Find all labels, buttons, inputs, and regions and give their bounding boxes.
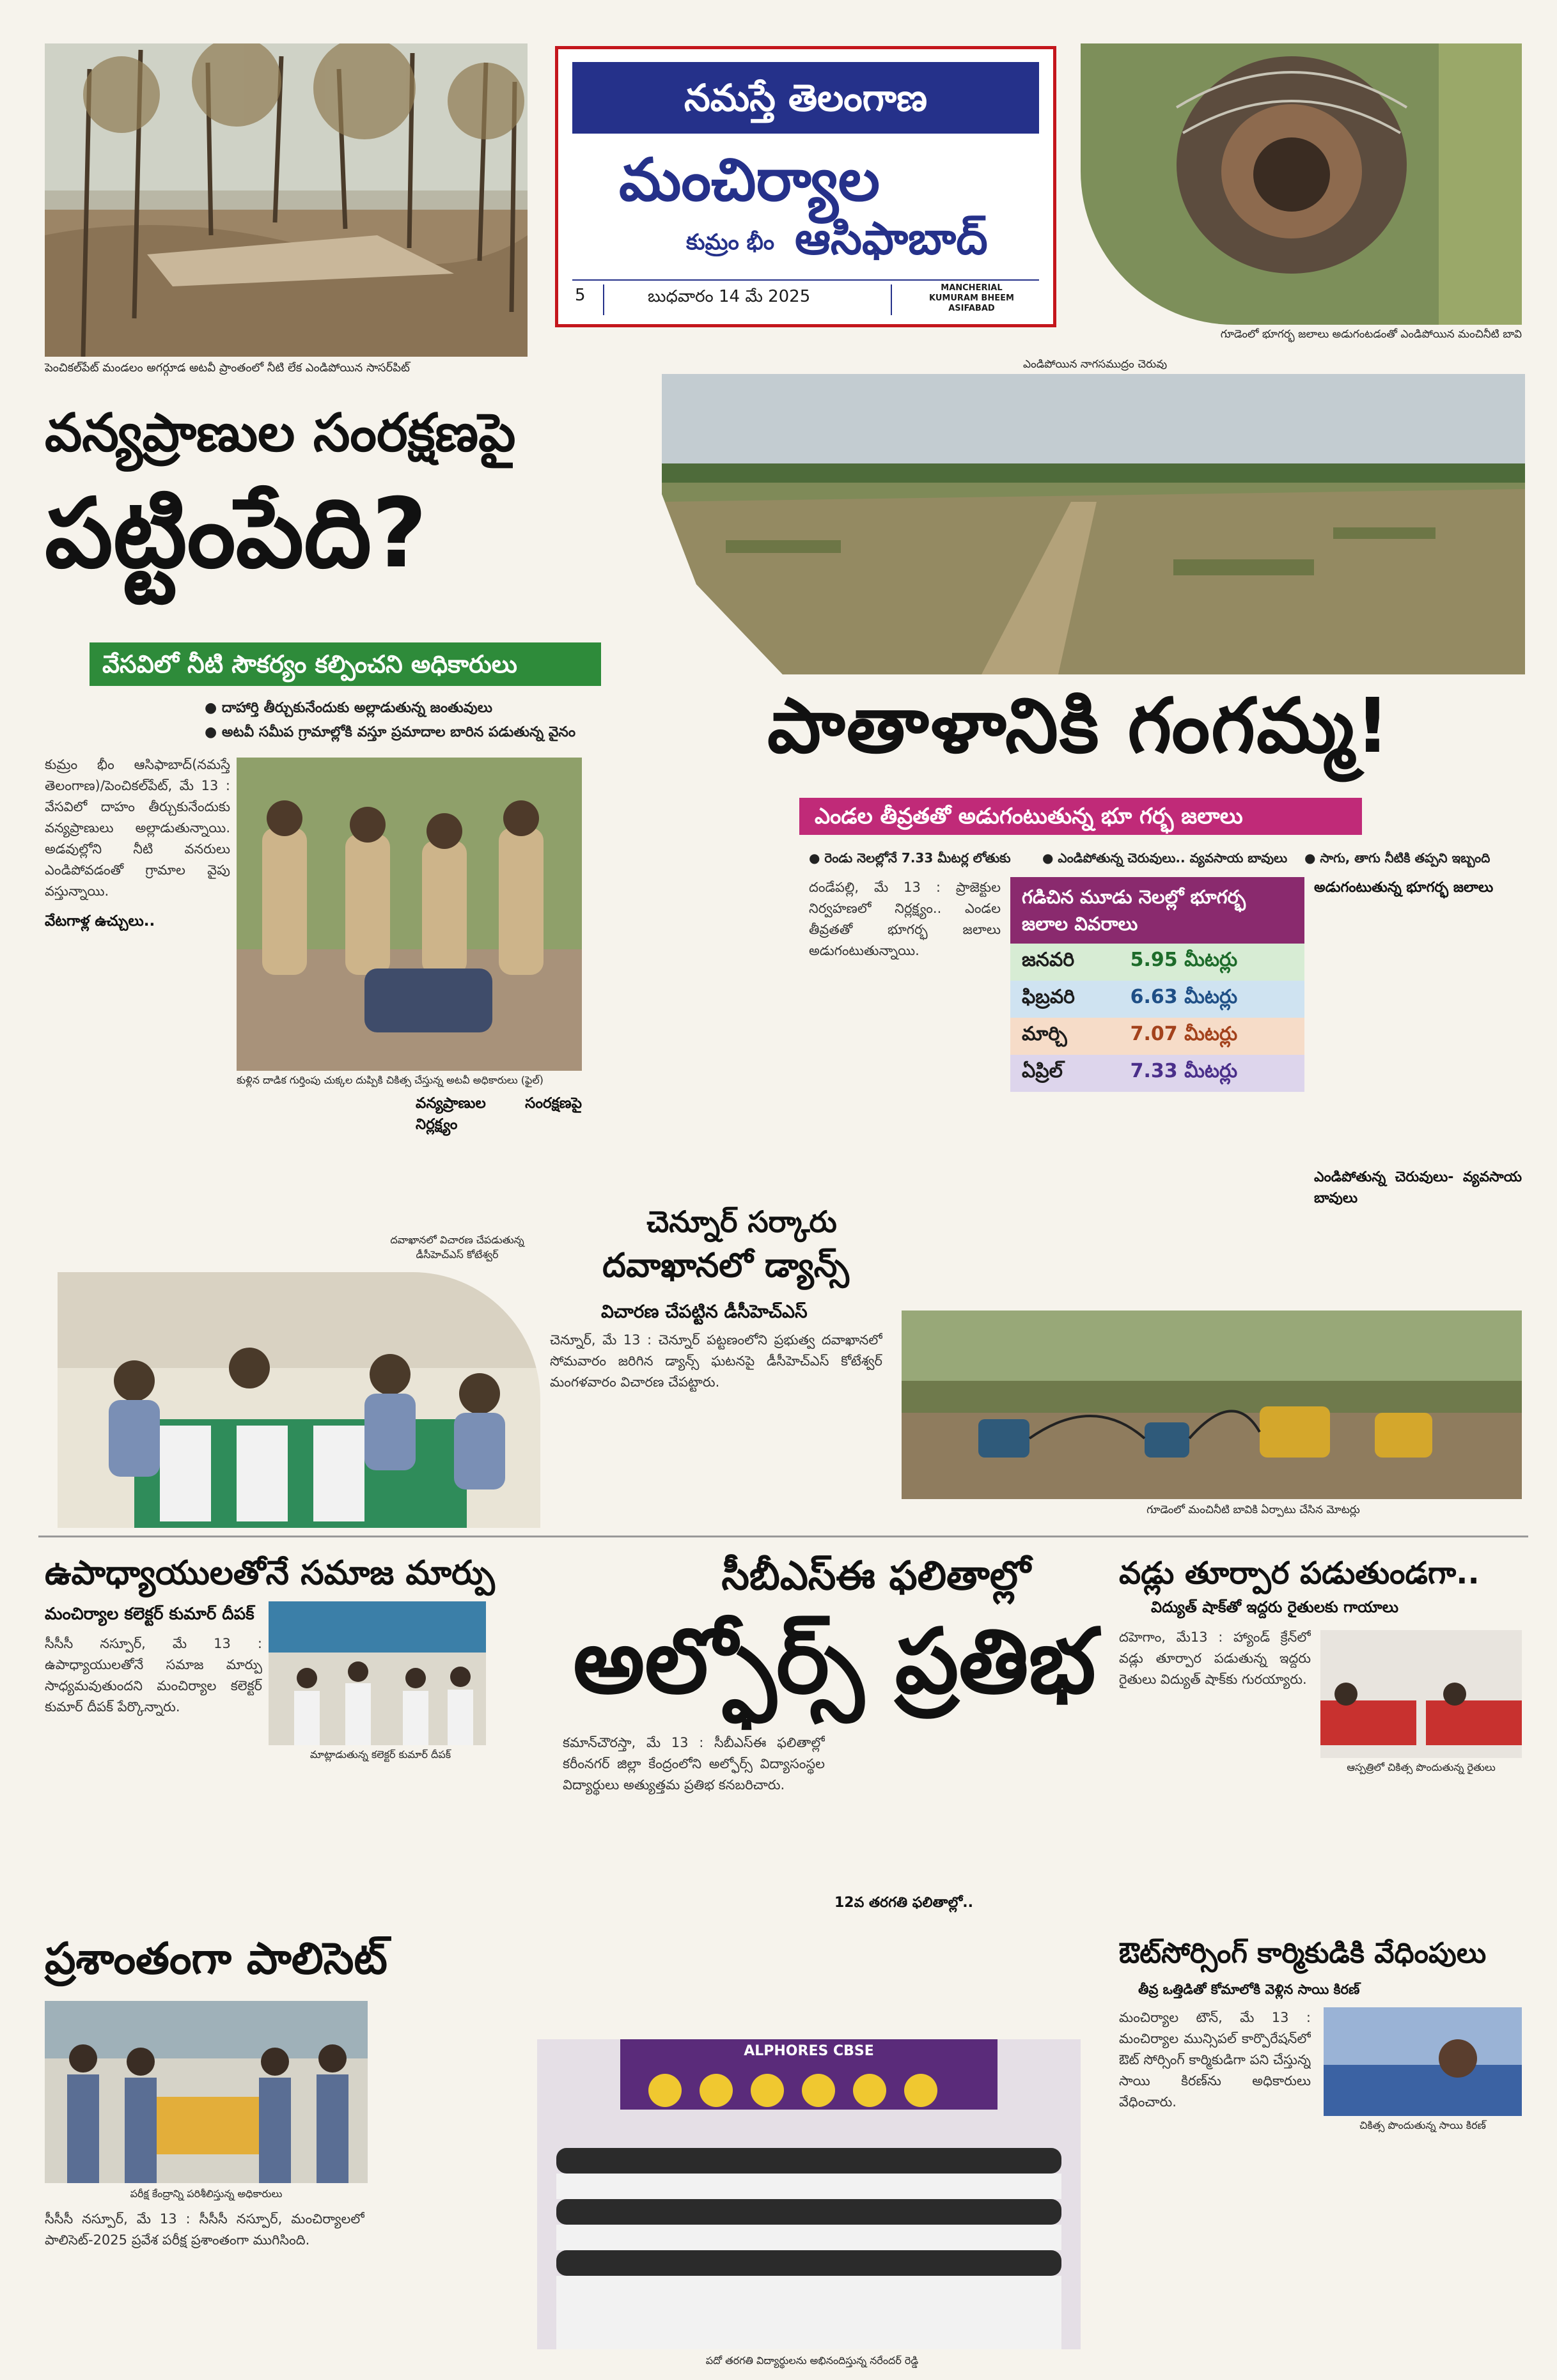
teachers-subhead: మంచిర్యాల కలెక్టర్ కుమార్ దీపక్ <box>45 1605 254 1624</box>
gangamma-body-col3 <box>1314 877 1522 1299</box>
wildlife-headline-2: పట్టింపేది? <box>45 478 428 589</box>
groundwater-table-body <box>1010 944 1304 1092</box>
value-cell: 6.63 మీటర్లు <box>1130 986 1238 1008</box>
gangamma-headline: పాతాళానికి గంగమ్మ! <box>767 681 1391 770</box>
masthead-district: మంచిర్యాల <box>619 146 880 214</box>
teachers-body-col1: సీసీసీ నస్పూర్, మే 13 : ఉపాధ్యాయులతోనే సమాజ మార్పు సాధ్యమవుతుందని మంచిర్యాల కలెక్టర్ కుమార్ దీపక్ పేర్కొన్నారు. <box>45 1636 262 1715</box>
wildlife-headline-1: వన్యప్రాణుల సంరక్షణపై <box>45 403 516 463</box>
gangamma-bullet-2: ● ఎండిపోతున్న చెరువులు.. వ్యవసాయ బావులు <box>1042 850 1288 866</box>
dance-subhead: విచారణ చేపట్టిన డీసీహెచ్‌ఎస్ <box>601 1301 808 1322</box>
wildlife-body-col3 <box>416 1093 582 1176</box>
value-cell: 7.33 మీటర్లు <box>1130 1060 1238 1082</box>
collector-speech-photo <box>269 1601 486 1745</box>
forest-officers-photo <box>237 758 582 1071</box>
wildlife-bullet-2: ● అటవీ సమీప గ్రామాల్లోకి వస్తూ ప్రమాదాల బారిన పడుతున్న వైనం <box>205 724 576 740</box>
alphores-banner: ALPHORES CBSE <box>744 2043 874 2059</box>
value-cell: 7.07 మీటర్లు <box>1130 1023 1238 1045</box>
outsourcing-body-col1: మంచిర్యాల టౌన్, మే 13 : మంచిర్యాల మున్సిపల్ కార్పొరేషన్‌లో ఔట్ సోర్సింగ్ కార్మికుడిగా పని చేస్తున్న సాయి కిరణ్‌ను అధికారులు వేధించారు. <box>1119 2010 1311 2110</box>
wildlife-body-col4 <box>588 758 774 1103</box>
table-row <box>1010 1055 1304 1092</box>
farmers-hospital-caption: ఆస్పత్రిలో చికిత్స పొందుతున్న రైతులు <box>1347 1761 1496 1773</box>
farmers-hospital-photo <box>1320 1630 1522 1758</box>
table-row <box>1010 981 1304 1018</box>
dance-headline-1: చెన్నూర్ సర్కారు <box>646 1204 837 1239</box>
forest-officers-caption: కుళ్లిన దాడిక గుర్తింపు చుక్కల దుప్పికి చికిత్స చేస్తున్న అటవీ అధికారులు (ఫైల్) <box>237 1074 544 1086</box>
gangamma-bullet-3: ● సాగు, తాగు నీటికి తప్పని ఇబ్బంది <box>1304 850 1490 866</box>
value-cell: 5.95 మీటర్లు <box>1130 949 1238 971</box>
month-cell: ఫిబ్రవరి <box>1022 986 1075 1008</box>
lightning-subhead: విద్యుత్ షాక్‌తో ఇద్దరు రైతులకు గాయాలు <box>1151 1598 1399 1616</box>
dry-well-photo <box>1081 43 1522 325</box>
forest-photo-caption: పెంచికల్‌పేట్ మండలం అగర్గూడ అటవీ ప్రాంతంలో నీటి లేక ఎండిపోయిన సాసర్‌పిట్ <box>45 361 410 375</box>
gangamma-subhead: ఎండల తీవ్రతతో అడుగంటుతున్న భూ గర్భ జలాలు <box>799 798 1362 835</box>
groundwater-table <box>1010 877 1304 1146</box>
cbse-body-col1: కమాన్‌చౌరస్తా, మే 13 : సీబీఎస్ఈ ఫలితాల్లో కరీంనగర్ జిల్లా కేంద్రంలోని అల్ఫోర్స్ విద్యాసంస్థల విద్యార్థులు అత్యుత్తమ ప్రతిభ కనబరిచారు. <box>563 1735 825 1793</box>
dance-headline-2: దవాఖానలో డ్యాన్స్ <box>602 1247 849 1285</box>
cbse-inline-head: 12వ తరగతి ఫలితాల్లో.. <box>834 1895 973 1911</box>
edition-date: బుధవారం 14 మే 2025 <box>648 287 811 306</box>
outsourcing-headline: ఔట్‌సోర్సింగ్ కార్మికుడికి వేధింపులు <box>1119 1937 1487 1970</box>
page-number: 5 <box>575 286 586 305</box>
polycet-body-col2 <box>377 2001 486 2372</box>
gangamma-body-col2 <box>1010 1154 1304 1301</box>
forest-photo <box>45 43 528 357</box>
lightning-body-col2 <box>1320 1784 1522 1918</box>
month-cell: ఏప్రిల్ <box>1022 1060 1063 1082</box>
outsourcing-body-col2 <box>1324 2142 1522 2372</box>
cbse-headline-2: అల్ఫోర్స్ ప్రతిభ <box>573 1610 1096 1714</box>
masthead-english: MANCHERIAL KUMURAM BHEEM ASIFABAD <box>929 283 1014 313</box>
wildlife-subhead: వేసవిలో నీటి సౌకర్యం కల్పించని అధికారులు <box>90 642 601 686</box>
wildlife-body-col2 <box>240 1093 403 1208</box>
wildlife-inline-head: వేటగాళ్ల ఉచ్చులు.. <box>45 913 155 929</box>
cbse-body-col2 <box>834 1732 1109 2033</box>
gangamma-right-head-2: ఎండిపోతున్న చెరువులు- వ్యవసాయ బావులు <box>1314 1169 1522 1206</box>
polycet-centre-photo <box>45 2001 368 2183</box>
pump-motors-caption: గూడెంలో మంచినీటి బావికి ఏర్పాటు చేసిన మోటర్లు <box>1146 1504 1360 1516</box>
dance-body: చెన్నూర్, మే 13 : చెన్నూర్ పట్టణంలోని ప్రభుత్వ దవాఖానలో సోమవారం జరిగిన డ్యాన్స్ ఘటనపై డీసీహెచ్‌ఎస్ కోటేశ్వర్ మంగళవారం విచారణ చేపట్టారు. <box>550 1332 882 1390</box>
cbse-headline-1: సీబీఎస్ఈ ఫలితాల్లో <box>721 1552 1031 1599</box>
teachers-body-col2 <box>269 1771 486 1918</box>
alphores-students-photo <box>537 2039 1081 2349</box>
month-cell: మార్చి <box>1022 1023 1067 1045</box>
wildlife-bullet-1: ● దాహార్తి తీర్చుకునేందుకు అల్లాడుతున్న జంతువులు <box>205 700 492 716</box>
masthead-district-suffix: ఆసిఫాబాద్ <box>795 212 988 265</box>
gangamma-body-col1: దండేపల్లి, మే 13 : ప్రాజెక్టుల నిర్వహణలో నిర్లక్ష్యం.. ఎండల తీవ్రతతో భూగర్భ జలాలు అడుగంటుతున్నాయి. <box>809 880 1001 958</box>
groundwater-table-title: గడిచిన మూడు నెలల్లో భూగర్భ జలాల వివరాలు <box>1010 877 1304 944</box>
gangamma-right-head: అడుగంటుతున్న భూగర్భ జలాలు <box>1314 880 1494 896</box>
collector-speech-caption: మాట్లాడుతున్న కలెక్టర్ కుమార్ దీపక్ <box>309 1748 451 1761</box>
polycet-body-col1: సీసీసీ నస్పూర్, మే 13 : సీసీసీ నస్పూర్, మంచిర్యాలలో పాలిసెట్-2025 ప్రవేశ పరీక్ష ప్రశాంతంగా ముగిసింది. <box>45 2211 364 2248</box>
patient-photo-caption: చికిత్స పొందుతున్న సాయి కిరణ్ <box>1359 2119 1486 2131</box>
masthead-district-prefix: కుమ్రం భీం <box>686 229 775 255</box>
masthead-brand: నమస్తే తెలంగాణ <box>572 62 1039 134</box>
dry-tank-caption: ఎండిపోయిన నాగసముద్రం చెరువు <box>1023 358 1168 371</box>
table-row <box>1010 1018 1304 1055</box>
patient-photo <box>1324 2007 1522 2116</box>
dry-tank-photo <box>662 374 1525 674</box>
table-row <box>1010 944 1304 981</box>
wildlife-sidebar-head: వన్యప్రాణుల సంరక్షణపై నిర్లక్ష్యం <box>416 1095 582 1133</box>
pump-motors-photo <box>902 1311 1522 1499</box>
month-cell: జనవరి <box>1022 949 1075 971</box>
polycet-photo-caption: పరీక్ష కేంద్రాన్ని పరిశీలిస్తున్న అధికారులు <box>130 2188 283 2200</box>
dry-well-caption: గూడెంలో భూగర్భ జలాలు అడుగంటడంతో ఎండిపోయిన మంచినీటి బావి <box>1220 328 1522 341</box>
polycet-headline: ప్రశాంతంగా పాలిసెట్ <box>45 1934 387 1984</box>
outsourcing-subhead: తీవ్ర ఒత్తిడితో కోమాలోకి వెళ్లిన సాయి కిరణ్ <box>1138 1982 1360 1997</box>
alphores-photo-caption: పదో తరగతి విద్యార్థులను అభినందిస్తున్న నరేందర్ రెడ్డి <box>705 2354 919 2367</box>
teachers-headline: ఉపాధ్యాయులతోనే సమాజ మార్పు <box>45 1554 495 1592</box>
lightning-headline: వడ్లు తూర్పార పడుతుండగా.. <box>1119 1555 1480 1591</box>
lightning-body-col1: దహెగాం, మే13 : హ్యాండ్ క్రేన్‌లో వడ్లు తూర్పార పడుతున్న ఇద్దరు రైతులు విద్యుత్ షాక్‌కు గురయ్యారు. <box>1119 1629 1311 1687</box>
hospital-inquiry-photo <box>58 1272 540 1528</box>
dance-photo-caption: దవాఖానలో విచారణ చేపడుతున్న డీసీహెచ్‌ఎస్ కోటేశ్వర్ <box>390 1234 524 1261</box>
masthead <box>555 46 1056 327</box>
gangamma-bullet-1: ● రెండు నెలల్లోనే 7.33 మీటర్ల లోతుకు <box>809 850 1011 866</box>
wildlife-body-col1: కుమ్రం భీం ఆసిఫాబాద్(నమస్తే తెలంగాణ)/పెంచికల్‌పేట్, మే 13 : వేసవిలో దాహం తీర్చుకునేందుకు వన్యప్రాణులు అల్లాడుతున్నాయి. అడవుల్లోని నీటి వనరులు ఎండిపోవడంతో గ్రామాల వైపు వస్తున్నాయి. వేటగాళ్ల ఉచ్చులు.. <box>45 754 230 1221</box>
